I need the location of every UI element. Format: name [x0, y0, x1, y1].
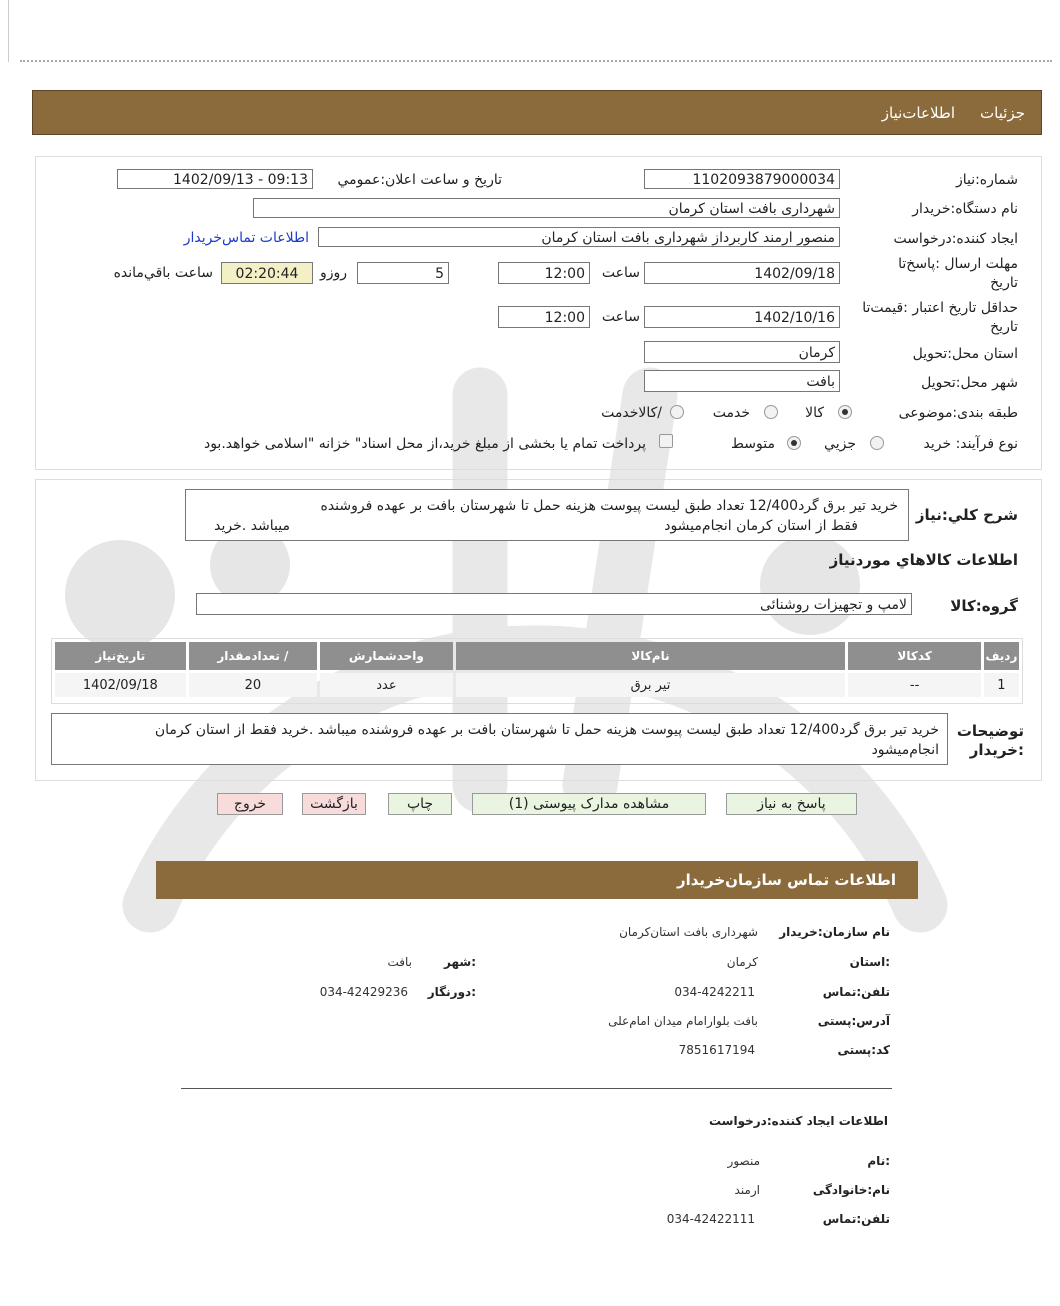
days-field: 5	[357, 262, 449, 284]
contact-fax-label: :دورنگار	[427, 985, 476, 999]
contact-postal-value: 7851617194	[678, 1043, 755, 1057]
contact-address-value: بافت بلوارامام ميدان امام‌علی	[608, 1014, 758, 1028]
cell-name: تير برق	[456, 673, 846, 697]
buyer-notes-label-2: :خريدار	[969, 741, 1024, 759]
creator-family-label: نام:خانوادگی	[812, 1183, 890, 1197]
tab-details[interactable]: جزئیات	[980, 104, 1025, 122]
contact-city-label: :شهر	[444, 955, 476, 969]
creator-phone-value: 034-42422111	[666, 1212, 755, 1226]
col-unit: واحدشمارش	[320, 642, 453, 670]
city-field: بافت	[644, 370, 840, 392]
dotted-separator	[20, 60, 1052, 62]
description-label: شرح کلي:نياز	[915, 506, 1018, 524]
remaining-label: ساعت باقي‌مانده	[113, 265, 213, 281]
validity-date-field: 1402/10/16	[644, 306, 840, 328]
col-name: نام‌کالا	[456, 642, 846, 670]
description-line-2b: ميباشد .خريد	[214, 518, 290, 534]
buyer-contact-link[interactable]: اطلاعات تماس‌خريدار	[183, 230, 309, 246]
category-radio-service[interactable]	[764, 405, 778, 419]
goods-table	[52, 639, 1022, 700]
validity-time-field: 12:00	[498, 306, 590, 328]
process-minor-label: جزيي	[824, 436, 856, 452]
validity-label-2: تاريخ	[990, 319, 1018, 335]
cell-unit: عدد	[320, 673, 453, 697]
contact-city-value: بافت	[387, 955, 412, 969]
category-goods-service-label: /کالاخدمت	[601, 405, 662, 421]
col-qty: / تعدادمقدار	[189, 642, 318, 670]
goods-group-label: گروه:کالا	[950, 597, 1018, 615]
category-goods-label: کالا	[805, 405, 824, 421]
creator-family-value: ارمند	[734, 1183, 760, 1197]
remaining-time-field: 02:20:44	[221, 262, 313, 284]
attachments-button[interactable]: مشاهده مدارک پيوستی (1)	[472, 793, 706, 815]
back-button[interactable]: بازگشت	[302, 793, 366, 815]
col-code: کدکالا	[848, 642, 981, 670]
col-date: تاريخ‌نياز	[55, 642, 186, 670]
deadline-time-label: ساعت	[601, 265, 640, 281]
days-label: روزو	[319, 265, 347, 281]
process-medium-label: متوسط	[731, 436, 775, 452]
goods-table-wrap	[51, 638, 1023, 704]
creator-name-value: منصور	[727, 1154, 760, 1168]
buyer-org-field: شهرداری بافت استان کرمان	[253, 198, 840, 218]
category-service-label: خدمت	[712, 405, 750, 421]
tab-need-info[interactable]: اطلاعات‌نیاز	[881, 104, 955, 122]
deadline-label-2: تاريخ	[990, 275, 1018, 291]
cell-code: --	[848, 673, 981, 697]
need-number-field: 1102093879000034	[644, 169, 840, 189]
validity-time-label: ساعت	[601, 309, 640, 325]
province-field: کرمان	[644, 341, 840, 363]
contact-postal-label: کد:پستی	[837, 1043, 890, 1057]
requester-field: منصور ارمند کاربرداز شهرداری بافت استان کرمان	[318, 227, 840, 247]
category-radio-goods-service[interactable]	[670, 405, 684, 419]
process-radio-minor[interactable]	[870, 436, 884, 450]
city-label: شهر محل:تحويل	[921, 375, 1018, 391]
contact-fax-value: 034-42429236	[319, 985, 408, 999]
contact-header-bar	[156, 861, 918, 899]
reply-button[interactable]: پاسخ به نياز	[726, 793, 857, 815]
contact-province-value: کرمان	[726, 955, 758, 969]
creator-name-label: :نام	[867, 1154, 890, 1168]
goods-group-field: لامپ و تجهيزات روشنائی	[196, 593, 912, 615]
cell-row: 1	[984, 673, 1019, 697]
contact-org-label: نام سازمان:خريدار	[779, 925, 890, 939]
deadline-date-field: 1402/09/18	[644, 262, 840, 284]
buyer-notes-line-2: انجام‌ميشود	[871, 742, 939, 758]
requester-label: ايجاد کننده:درخواست	[893, 231, 1018, 247]
treasury-payment-checkbox[interactable]	[659, 434, 673, 448]
category-radio-goods[interactable]	[838, 405, 852, 419]
buyer-notes-line-1: خريد تير برق گرد12/400 تعداد طبق ليست پيوست هزينه حمل تا شهرستان بافت بر عهده فروشنده ميباشد .خريد فقط از استان کرمان	[154, 722, 939, 738]
contact-title: اطلاعات تماس سازمان‌خريدار	[676, 871, 896, 889]
col-row: رديف	[984, 642, 1019, 670]
deadline-label: مهلت ارسال :پاسخ‌تا	[898, 256, 1018, 272]
contact-divider	[181, 1088, 892, 1089]
deadline-time-field: 12:00	[498, 262, 590, 284]
treasury-payment-note: پرداخت تمام يا بخشی از مبلغ خريد،از محل اسناد" خزانه "اسلامی خواهد.بود	[203, 436, 646, 452]
contact-org-value: شهرداری بافت استان‌کرمان	[619, 925, 758, 939]
description-line-1: خريد تير برق گرد12/400 تعداد طبق ليست پيوست هزينه حمل تا شهرستان بافت بر عهده فروشنده	[320, 498, 898, 514]
buyer-org-label: نام دستگاه:خريدار	[912, 201, 1018, 217]
process-label: نوع فرآيند: خريد	[923, 436, 1018, 452]
contact-address-label: آدرس:پستی	[817, 1014, 890, 1028]
buyer-notes-box	[51, 713, 948, 765]
category-label: طبقه بندی:موضوعی	[898, 405, 1018, 421]
cell-qty: 20	[189, 673, 318, 697]
contact-province-label: :استان	[849, 955, 890, 969]
contact-phone-value: 034-4242211	[674, 985, 755, 999]
process-radio-medium[interactable]	[787, 436, 801, 450]
creator-section-title: اطلاعات ايجاد کننده:درخواست	[708, 1114, 888, 1128]
contact-phone-label: تلفن:تماس	[822, 985, 890, 999]
creator-phone-label: تلفن:تماس	[822, 1212, 890, 1226]
announce-date-field: 1402/09/13 - 09:13	[117, 169, 313, 189]
table-row	[55, 673, 1019, 697]
buyer-notes-label: توضيحات	[956, 722, 1024, 740]
announce-label: تاريخ و ساعت اعلان:عمومي	[337, 172, 502, 188]
province-label: استان محل:تحويل	[912, 346, 1018, 362]
description-box	[185, 489, 909, 541]
cell-date: 1402/09/18	[55, 673, 186, 697]
description-line-2a: فقط از استان کرمان انجام‌ميشود	[664, 518, 858, 534]
header-bar	[32, 90, 1042, 135]
validity-label: حداقل تاريخ اعتبار :قيمت‌تا	[862, 300, 1018, 316]
need-number-label: شماره:نیاز	[955, 172, 1018, 188]
exit-button[interactable]: خروج	[217, 793, 283, 815]
left-border-line	[8, 0, 9, 62]
print-button[interactable]: چاپ	[388, 793, 452, 815]
goods-section-title: اطلاعات کالاهاي موردنياز	[829, 551, 1018, 569]
